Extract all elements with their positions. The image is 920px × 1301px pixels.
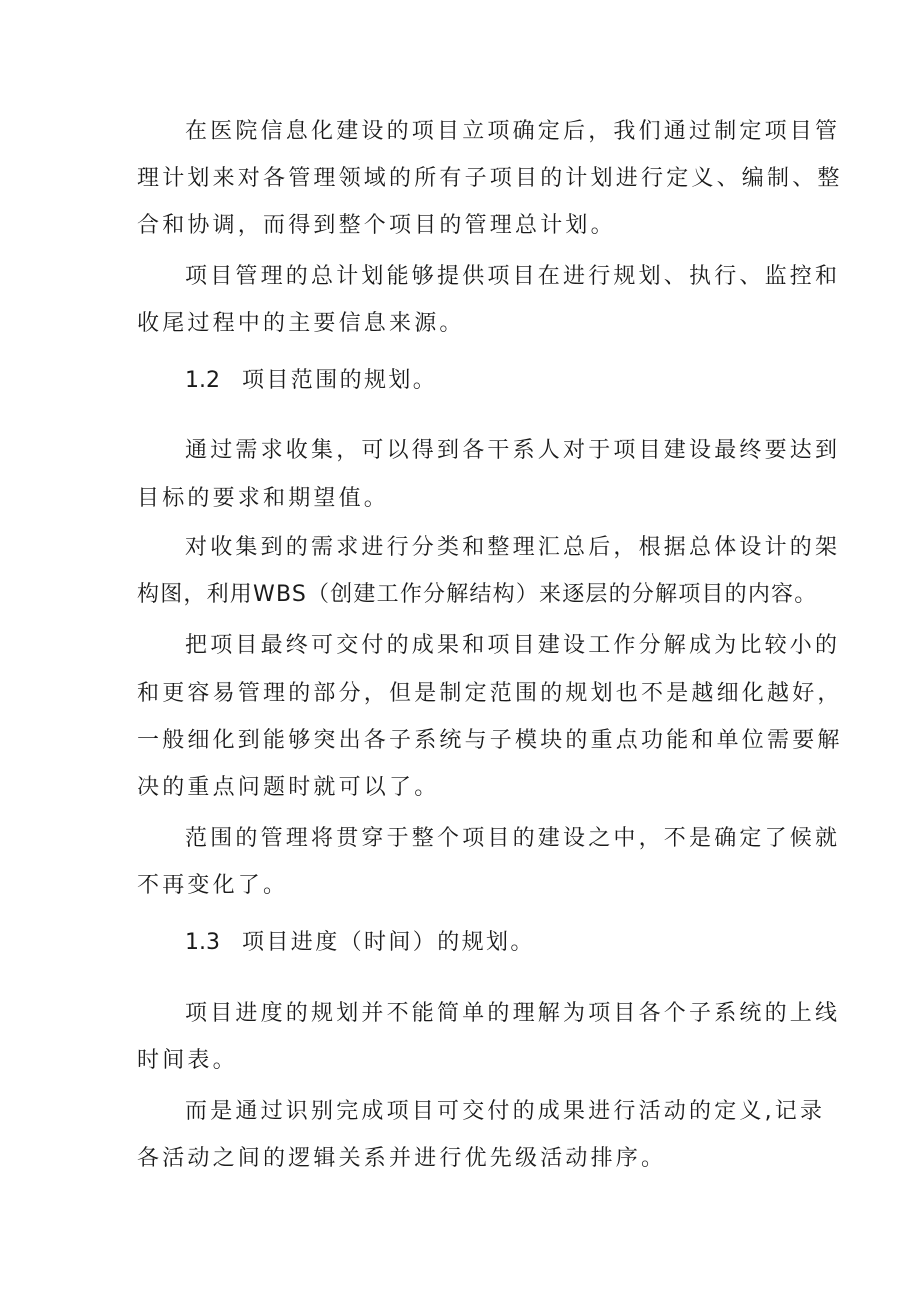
section-number: 1.2 bbox=[185, 368, 220, 393]
paragraph-line: 决的重点问题时就可以了。 bbox=[137, 775, 440, 800]
section-number: 1.3 bbox=[185, 930, 220, 955]
paragraph-line: 一般细化到能够突出各子系统与子模块的重点功能和单位需要解 bbox=[137, 728, 843, 753]
paragraph-line: 项目管理的总计划能够提供项目在进行规划、执行、监控和 bbox=[185, 264, 841, 289]
paragraph-line: 不再变化了。 bbox=[137, 873, 289, 898]
paragraph-line: 构图，利用WBS（创建工作分解结构）来逐层的分解项目的内容。 bbox=[137, 582, 818, 607]
section-heading bbox=[185, 928, 535, 958]
section-title: 项目范围的规划。 bbox=[242, 368, 438, 393]
paragraph-line: 收尾过程中的主要信息来源。 bbox=[137, 311, 465, 336]
paragraph-line: 目标的要求和期望值。 bbox=[137, 486, 390, 511]
paragraph-line: 范围的管理将贯穿于整个项目的建设之中，不是确定了候就 bbox=[185, 826, 841, 851]
paragraph-line: 合和协调，而得到整个项目的管理总计划。 bbox=[137, 213, 616, 238]
paragraph-line: 通过需求收集，可以得到各干系人对于项目建设最终要达到 bbox=[185, 438, 841, 463]
section-title: 项目进度（时间）的规划。 bbox=[242, 930, 535, 955]
paragraph-line: 把项目最终可交付的成果和项目建设工作分解成为比较小的 bbox=[185, 633, 841, 658]
paragraph-line: 理计划来对各管理领域的所有子项目的计划进行定义、编制、整 bbox=[137, 166, 843, 191]
paragraph-line: 而是通过识别完成项目可交付的成果进行活动的定义,记录 bbox=[185, 1099, 826, 1124]
section-heading bbox=[185, 366, 437, 396]
paragraph-line: 和更容易管理的部分，但是制定范围的规划也不是越细化越好， bbox=[137, 681, 843, 706]
paragraph-line: 在医院信息化建设的项目立项确定后，我们通过制定项目管 bbox=[185, 119, 841, 144]
paragraph-line: 项目进度的规划并不能简单的理解为项目各个子系统的上线 bbox=[185, 1001, 841, 1026]
paragraph-line: 对收集到的需求进行分类和整理汇总后，根据总体设计的架 bbox=[185, 535, 841, 560]
paragraph-line: 各活动之间的逻辑关系并进行优先级活动排序。 bbox=[137, 1146, 667, 1171]
paragraph-line: 时间表。 bbox=[137, 1048, 238, 1073]
